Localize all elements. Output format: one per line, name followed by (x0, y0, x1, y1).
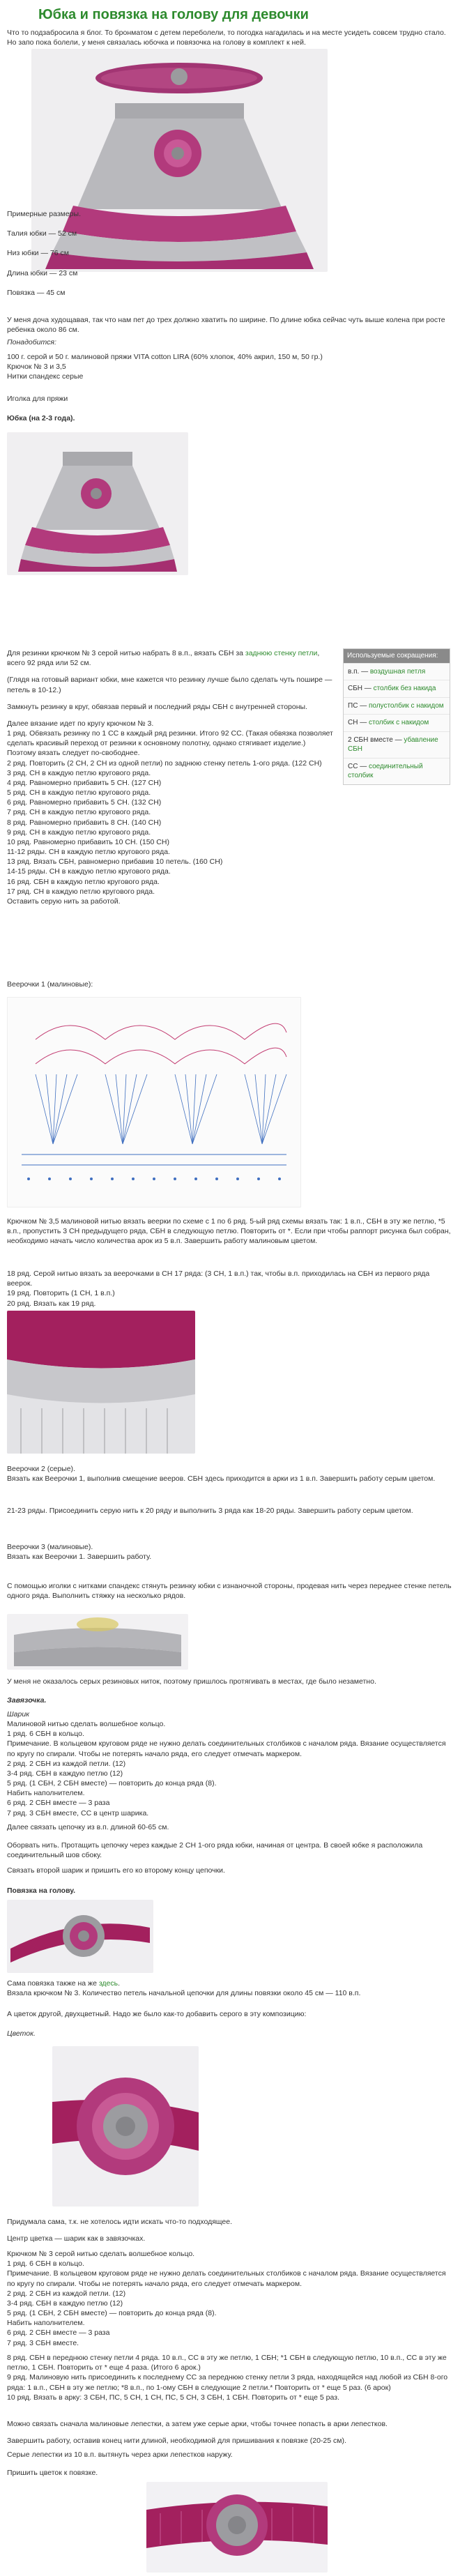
flower-photo (52, 2046, 199, 2207)
legend-item (344, 731, 450, 758)
tie-lines (7, 1719, 453, 1818)
row-line: 4 ряд. Равномерно прибавить 5 СН. (127 СН) (7, 778, 162, 787)
legend-abbr: СБН — (348, 685, 374, 692)
flower-label: Цветок. (7, 2029, 36, 2038)
row-section (7, 648, 335, 906)
veer3-label: Веерочки 3 (малиновые). (7, 1543, 93, 1551)
legend-heading: Используемые сокращения: (344, 649, 450, 663)
crochet-chart-diagram (7, 997, 301, 1207)
row-line: 19 ряд. Повторить (1 СН, 1 в.п.) (7, 1289, 115, 1298)
petal-note: Можно связать сначала малиновые лепестки, а затем уже серые арки, чтобы точнее попасть в арки лепестков. (7, 2420, 388, 2428)
span-text: С помощью иголки с нитками спандекс стянуть резинку юбки с изнаночной стороны, продевая нить через переднее стенке петель одного ряда. Выполнить стяжку на несколько рядов. (7, 1582, 452, 1601)
page-title: Юбка и повязка на голову для девочки (38, 7, 309, 22)
row-line: 16 ряд. СБН в каждую петлю кругового ряда. (7, 877, 160, 886)
veer2-text: Вязать как Веерочки 1, выполнив смещение вееров. СБН здесь приходится в арки из 1 в.п. Завершить работу серым цветом. (7, 1474, 436, 1483)
tie-line: 6 ряд. 2 СБН вместе — 3 раза (7, 1799, 110, 1808)
row-list (7, 719, 335, 906)
need-footer: Иголка для пряжи (7, 395, 68, 403)
band-text: Вязала крючком № 3. Количество петель начальной цепочки для длины повязки около 45 см — 110 в.п. (7, 1989, 361, 1997)
legend-link[interactable]: воздушная петля (369, 667, 426, 676)
tie-line: 2 ряд. 2 СБН из каждой петли. (12) (7, 1759, 126, 1768)
back-loop-link[interactable]: заднюю стенку петли (245, 649, 318, 657)
flower-line: Крючком № 3 серой нитью сделать волшебное кольцо. (7, 2250, 195, 2258)
row-line: 3 ряд. СН в каждую петлю кругового ряда. (7, 768, 151, 777)
headband-photo-final (146, 2482, 328, 2573)
tie-line: Примечание. В кольцевом круговом ряде не нужно делать соединительных столбиков с началом ряда. Вязание осуществляется по кругу по спирали. Чтобы не потерять начало ряда, его следует отмечать маркером. (7, 1739, 446, 1758)
row-line: 13 ряд. Вязать СБН, равномерно прибавив 10 петель. (160 СН) (7, 858, 223, 867)
tie-line: 1 ряд. 6 СБН в кольцо. (7, 1730, 84, 1739)
legend-link[interactable]: убавление СБН (348, 736, 438, 753)
row-line: 1 ряд. Обвязать резинку по 1 СС в каждый ряд резинки. Итого 92 СС. (Такая обвязка позволяет сделать красивый переход от резинки к основному полотну, однако стягивает изделие.) Поэтому вязать следует по-свободнее. (7, 729, 333, 758)
size-line: Талия юбки — 52 см (7, 229, 77, 238)
sizes-block (7, 209, 146, 298)
skirt-heading: Юбка (на 2-3 года). (7, 414, 75, 422)
veer1-text: Крючком № 3,5 малиновой нитью вязать веерки по схеме с 1 по 6 ряд. 5-ый ряд схемы вязать так: 1 в.п., СБН в эту же петлю, *5 в.п., пропустить 3 СН предыдущего ряда, СБН в следующую петлю. Повторить от *. Если при чтобы раппорт рисунка был собран, необходимо начать число количества арок из 5 в.п. Завершить работу малиновым цветом. (7, 1217, 451, 1246)
row-line: 14-15 ряды. СН в каждую петлю кругового ряда. (7, 867, 171, 876)
assembly-note-2: Серые лепестки из 10 в.п. вытянуть через арки лепестков наружу. (7, 2451, 233, 2459)
tie-line: Набить наполнителем. (7, 1789, 85, 1798)
tie-line: 5 ряд. (1 СБН, 2 СБН вместе) — повторить до конца ряда (8). (7, 1779, 217, 1788)
flower-center: Центр цветка — шарик как в завязочках. (7, 2234, 146, 2243)
flower-line: Набить наполнителем. (7, 2319, 85, 2328)
tie-heading: Завязочка. (7, 1696, 47, 1705)
tie-chain: Далее связать цепочку из в.п. длиной 60-65 см. (7, 1823, 169, 1831)
row-line: 10 ряд. Равномерно прибавить 10 СН. (150 СН) (7, 837, 169, 846)
need-heading: Понадобится: (7, 338, 56, 346)
tie-line: 3-4 ряд. СБН в каждую петлю (12) (7, 1769, 123, 1778)
flower-line: 2 ряд. 2 СБН из каждой петли. (12) (7, 2289, 126, 2298)
span-note: У меня не оказалось серых резиновых ниток, поэтому пришлось протягивать в местах, где было незаметно. (7, 1677, 376, 1686)
veer1-label: Веерочки 1 (малиновые): (7, 980, 93, 989)
legend-item (344, 680, 450, 697)
legend-item (344, 663, 450, 680)
yarn-note: У меня доча худощавая, так что нам пет до трех должно хватить по ширине. По длине юбка сейчас чуть выше колена при росте ребенка около 86 см. (7, 316, 445, 335)
abbreviations-legend (343, 648, 450, 785)
flower-line: 6 ряд. 2 СБН вместе — 3 раза (7, 2329, 110, 2338)
legend-item (344, 697, 450, 715)
row-line: 20 ряд. Вязать как 19 ряд. (7, 1299, 96, 1308)
tie-second: Связать второй шарик и пришить его ко второму концу цепочки. (7, 1866, 225, 1875)
veer2-label: Веерочки 2 (серые). (7, 1465, 75, 1473)
tie-line: Малиновой нитью сделать волшебное кольцо. (7, 1720, 166, 1728)
row-line: 6 ряд. Равномерно прибавить 5 СН. (132 СН) (7, 798, 162, 807)
ruffle-photo (7, 1311, 195, 1454)
size-line: Повязка — 45 см (7, 288, 66, 297)
need-list (7, 352, 453, 382)
legend-abbr: СН — (348, 719, 369, 726)
legend-abbr: СС — (348, 762, 369, 770)
flower-line: 7 ряд. 3 СБН вместе. (7, 2338, 79, 2347)
row-line: Оставить серую нить за работой. (7, 897, 121, 906)
flower-line: 3-4 ряд. СБН в каждую петлю (12) (7, 2299, 123, 2308)
band-heading: Повязка на голову. (7, 1887, 76, 1895)
row-line: 17 ряд. СН в каждую петлю кругового ряда. (7, 887, 155, 896)
sew-note: Пришить цветок к повязке. (7, 2469, 98, 2477)
need-line: 100 г. серой и 50 г. малиновой пряжи VITA cotton LIRA (60% хлопок, 40% акрил, 150 м, 50 гр.) (7, 353, 323, 361)
tie-line: 7 ряд. 3 СБН вместе, СС в центр шарика. (7, 1808, 149, 1817)
row-lead-text-end: , всего 92 ряда или 52 см. (7, 649, 320, 668)
legend-link[interactable]: столбик без накида (373, 685, 436, 692)
row-lead (7, 648, 335, 668)
veer2-rows: 21-23 ряды. Присоединить серую нить к 20 ряду и выполнить 3 ряда как 18-20 ряды. Завершить работу серым цветом. (7, 1507, 413, 1515)
flower-line: 5 ряд. (1 СБН, 2 СБН вместе) — повторить до конца ряда (8). (7, 2309, 217, 2318)
band-line (7, 1979, 453, 1988)
row-line: 7 ряд. СН в каждую петлю кругового ряда. (7, 808, 151, 817)
here-link[interactable]: здесь (98, 1979, 118, 1988)
tie-label: Шарик (7, 1710, 30, 1718)
flower-intro: Придумала сама, т.к. не хотелось идти искать что-то подходящее. (7, 2218, 232, 2226)
flower-line: 1 ряд. 6 СБН в кольцо. (7, 2259, 84, 2269)
size-line: Длина юбки — 23 см (7, 268, 78, 277)
need-line: Крючок № 3 и 3,5 (7, 363, 66, 372)
waistband-photo (7, 1614, 188, 1670)
assembly-note: Завершить работу, оставив конец нити длиной, необходимой для пришивания к повязке (20-25 см). (7, 2437, 346, 2445)
row-line: 5 ряд. СН в каждую петлю кругового ряда. (7, 788, 151, 798)
row-lead-text: Для резинки крючком № 3 серой нитью набрать 8 в.п., вязать СБН за (7, 649, 245, 657)
legend-abbr: в.п. — (348, 667, 370, 676)
close-note: Замкнуть резинку в круг, обвязав первый и последний ряды СБН с внутренней стороны. (7, 702, 307, 711)
flower-line: Примечание. В кольцевом круговом ряде не нужно делать соединительных столбиков с началом ряда. Вязание осуществляется по кругу по спирали. Чтобы не потерять начало ряда, его следует отмечать маркером. (7, 2269, 446, 2288)
band-note: А цветок другой, двухцветный. Надо же было как-то добавить серого в эту композицию: (7, 2010, 307, 2018)
legend-item (344, 758, 450, 784)
row-line: 18 ряд. Серой нитью вязать за веерочками в СН 17 ряда: (3 СН, 1 в.п.) так, чтобы в.п. приходилась на СБН из первого ряда веерок. (7, 1270, 430, 1288)
sizes-heading: Примерные размеры. (7, 210, 81, 218)
gauge-note: (Глядя на готовый вариант юбки, мне кажется что резинку лучше было сделать чуть пошире — петель в 10-12.) (7, 676, 332, 694)
headband-photo-1 (7, 1900, 153, 1973)
intro-paragraph: Что то подзабросила я блог. То бронматом с детем переболели, то погодка нагадилась и на месте усидеть совсем трудно стало. Но запо пока болели, у меня связалась юбочка и повязочка на голову в комплект к ней. (7, 29, 446, 47)
legend-abbr: 2 СБН вместе — (348, 736, 404, 744)
legend-link[interactable]: столбик с накидом (369, 719, 429, 726)
tie-finish: Оборвать нить. Протащить цепочку через каждые 2 СН 1-ого ряда юбки, начиная от центра. В своей юбке я расположила соединительный шов сбоку. (7, 1841, 423, 1860)
band-text: Сама повязка также на же (7, 1979, 99, 1988)
row-line: 9 ряд. СН в каждую петлю кругового ряда. (7, 828, 151, 837)
legend-abbr: ПС — (348, 701, 369, 710)
band-text-end: . (118, 1979, 121, 1988)
flower-rows: 8 ряд. СБН в переднюю стенку петли 4 ряда. 10 в.п., СС в эту же петлю, 1 СБН; *1 СБН в следующую петлю, 10 в.п., СС в эту же петлю, 1 СБН. Повторить от * еще 4 раза. (Итого 6 арок.) 9 ряд. Малиновую нить присоединить к последнему СС за переднюю стенку петли 3 ряда, находящейся над любой из СБН 8-ого ряда: 1 в.п., СБН в эту же петлю; *8 в.п., по 1-ому СБН в следующие 2 петли.* Повторить от * еще 5 раз. (6 арок) 10 ряд. Вязать в арку: 3 СБН, ПС, 5 СН, 1 СН, ПС, 5 СН, 3 СБН, 1 СБН. Повторить от * еще 5 раз. (7, 2354, 448, 2402)
row-line: 2 ряд. Повторить (2 СН, 2 СН из одной петли) по заднюю стенку петель 1-ого ряда. (122 СН) (7, 759, 322, 768)
skirt-photo-small (7, 432, 188, 575)
veer3-text: Вязать как Веерочки 1. Завершить работу. (7, 1553, 152, 1561)
legend-link[interactable]: соединительный столбик (348, 762, 423, 779)
flower-lines (7, 2249, 453, 2348)
legend-item (344, 714, 450, 731)
row-line: 8 ряд. Равномерно прибавить 8 СН. (140 СН) (7, 818, 162, 827)
veer1-rows (7, 1269, 453, 1309)
size-line: Низ юбки — 76 см (7, 249, 69, 258)
row-line: Далее вязание идет по кругу крючком № 3. (7, 719, 154, 728)
legend-link[interactable]: полустолбик с накидом (368, 701, 444, 710)
row-line: 11-12 ряды. СН в каждую петлю кругового ряда. (7, 848, 170, 857)
need-line: Нитки спандекс серые (7, 372, 84, 381)
